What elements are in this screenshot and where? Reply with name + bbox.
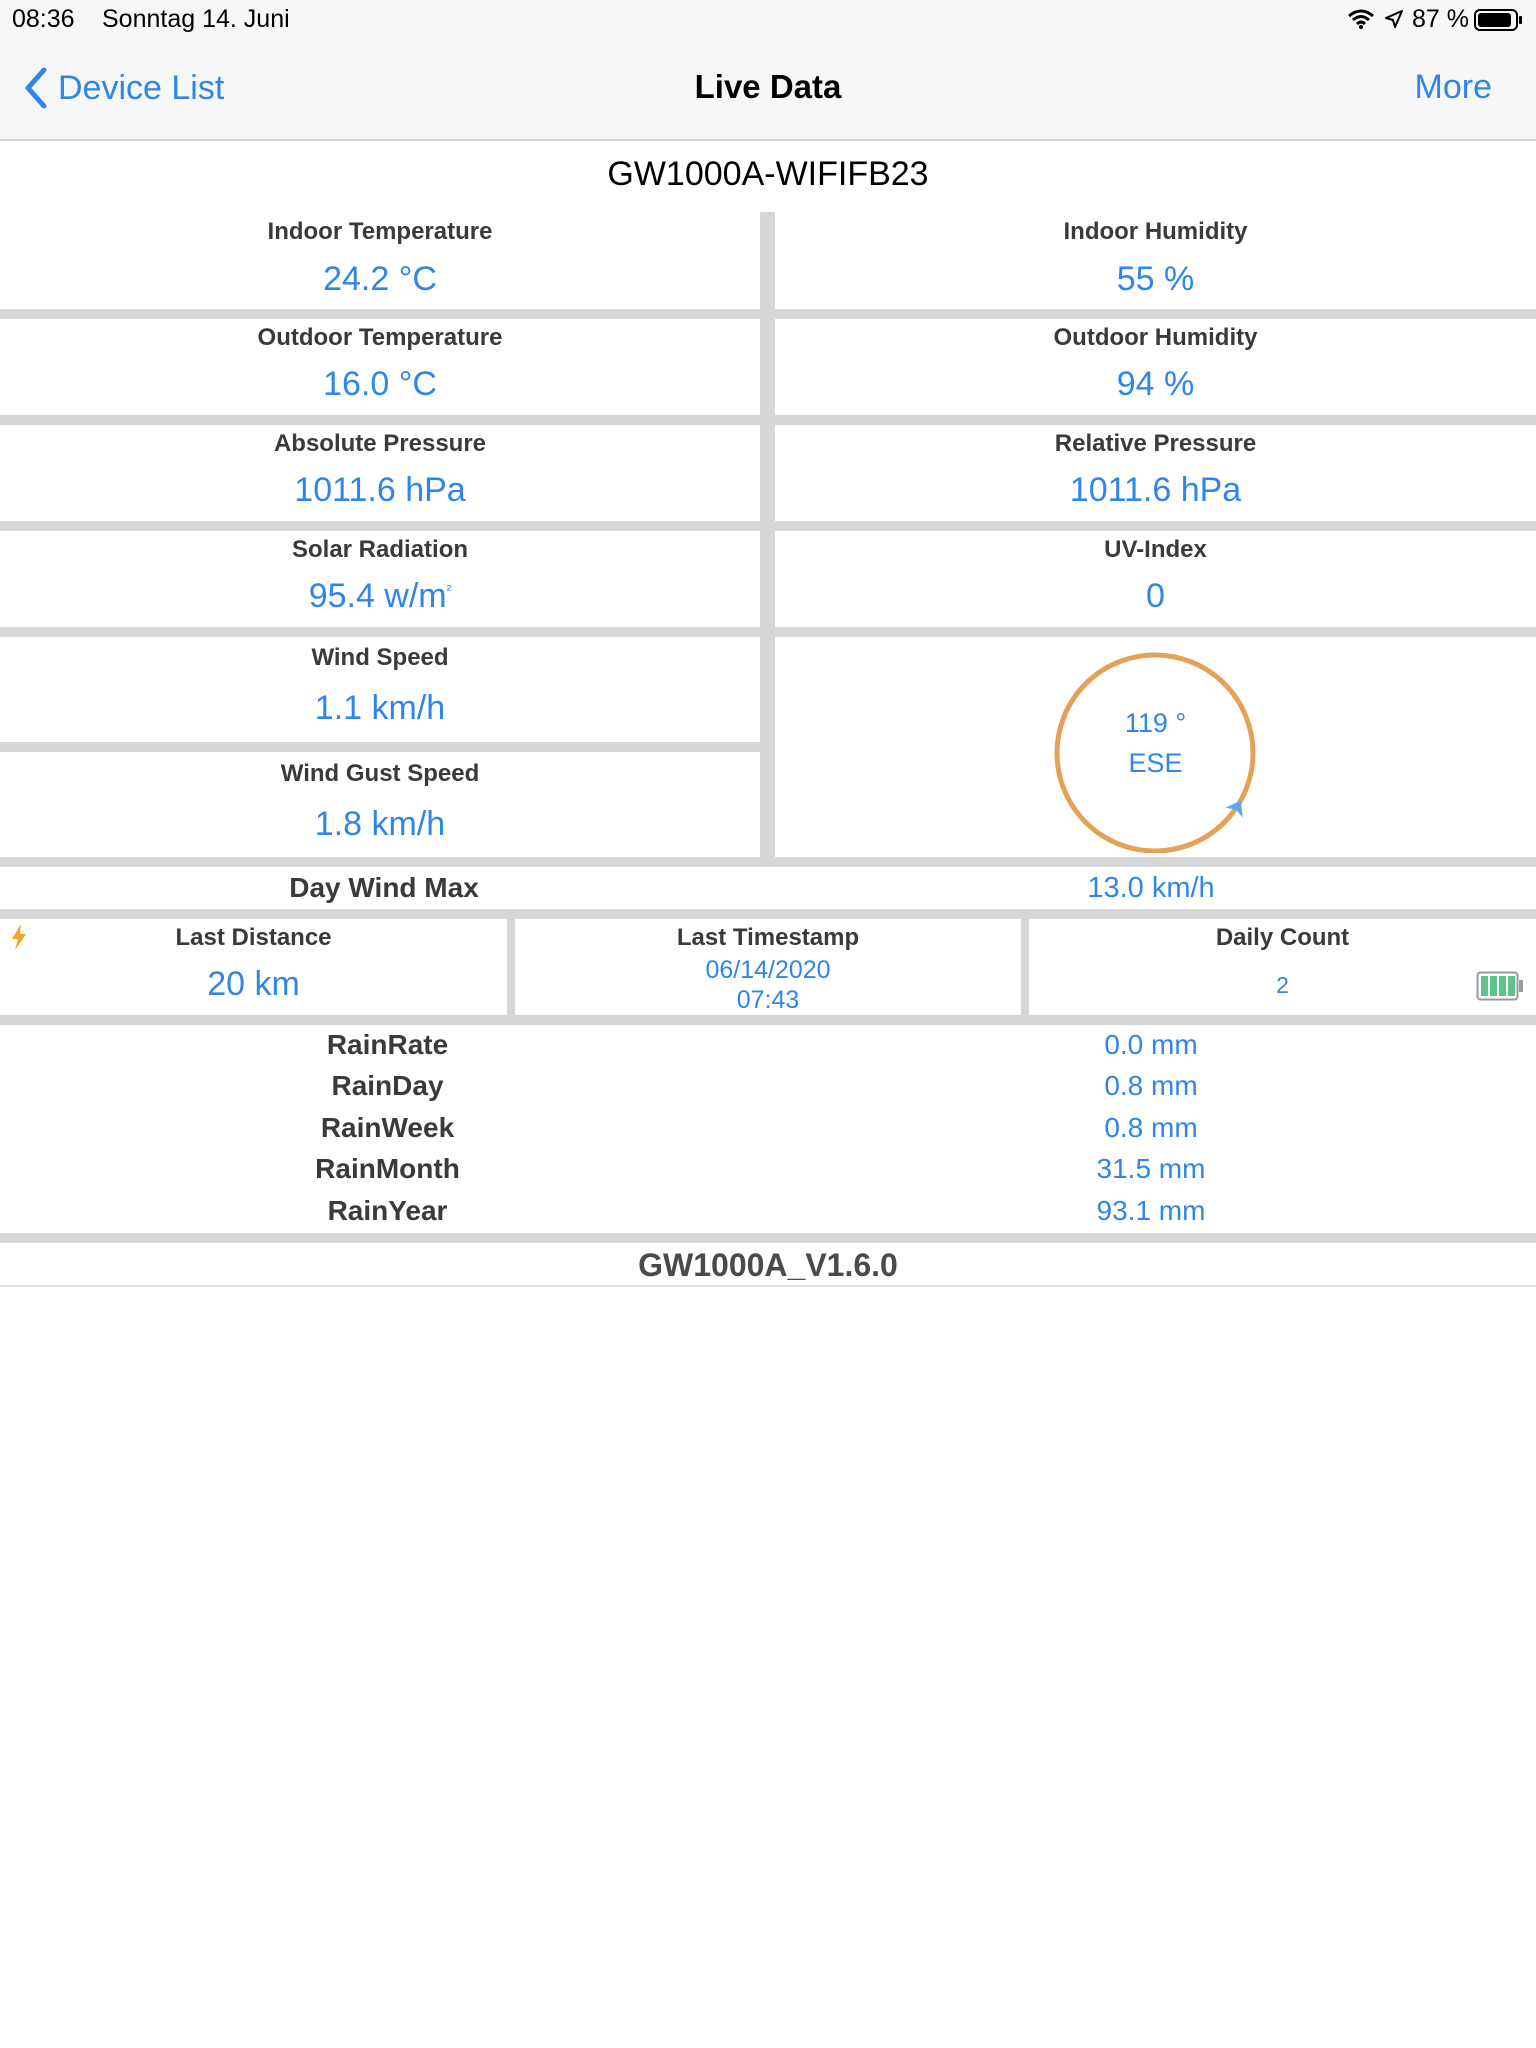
status-bar — [0, 0, 1536, 38]
firmware-version: GW1000A_V1.6.0 — [638, 1247, 898, 1283]
relative-pressure-value: 1011.6 hPa — [1069, 471, 1242, 509]
row-divider — [0, 1015, 1536, 1025]
location-arrow-icon — [1384, 9, 1404, 29]
wind-direction-degrees: 119 ° — [1124, 708, 1187, 738]
row-divider — [0, 415, 1536, 425]
back-button-label: Device List — [58, 68, 225, 107]
last-timestamp-date: 06/14/2020 — [705, 956, 831, 984]
uv-index-cell — [775, 531, 1536, 627]
outdoor-temperature-cell — [0, 319, 760, 415]
row-divider — [0, 521, 1536, 531]
rain-row — [0, 1195, 1536, 1235]
battery-icon — [1474, 8, 1524, 32]
solar-radiation-cell — [0, 531, 760, 627]
solar-radiation-value — [0, 577, 760, 616]
outdoor-humidity-value: 94 % — [1116, 365, 1195, 403]
back-button[interactable] — [22, 66, 224, 110]
relative-pressure-cell — [775, 425, 1536, 521]
indoor-temperature-label: Indoor Temperature — [267, 218, 493, 245]
more-button[interactable]: More — [1414, 68, 1492, 106]
rain-label: RainRate — [326, 1029, 449, 1060]
last-timestamp-cell — [515, 919, 1021, 1015]
rain-table — [0, 1025, 1536, 1233]
row-divider — [0, 627, 1536, 637]
relative-pressure-label: Relative Pressure — [1054, 430, 1257, 457]
indoor-temperature-value: 24.2 °C — [323, 260, 437, 298]
navigation-bar — [0, 38, 1536, 141]
indoor-humidity-label: Indoor Humidity — [1063, 218, 1248, 245]
wifi-icon — [1348, 9, 1374, 29]
day-wind-max-label: Day Wind Max — [289, 872, 479, 903]
solar-radiation-number: 95.4 w/m — [308, 577, 447, 615]
indoor-temperature-cell — [0, 212, 760, 309]
absolute-pressure-label: Absolute Pressure — [273, 430, 487, 457]
daily-count-cell — [1029, 919, 1536, 1015]
absolute-pressure-value: 1011.6 hPa — [294, 471, 466, 509]
last-distance-label: Last Distance — [175, 924, 332, 951]
uv-index-label: UV-Index — [1104, 536, 1207, 563]
day-wind-max-value: 13.0 km/h — [1087, 872, 1215, 904]
sensor-battery-icon — [1476, 971, 1524, 1001]
status-time: 08:36 — [12, 5, 75, 33]
footer-divider — [0, 1285, 1536, 1287]
outdoor-temperature-label: Outdoor Temperature — [257, 324, 503, 351]
chevron-left-icon — [22, 66, 48, 110]
wind-speed-label: Wind Speed — [311, 644, 449, 671]
device-name: GW1000A-WIFIFB23 — [607, 155, 929, 193]
rain-row — [0, 1029, 1536, 1069]
daily-count-value: 2 — [1276, 972, 1289, 998]
battery-percent: 87 % — [1412, 5, 1469, 33]
row-divider — [0, 309, 1536, 319]
page-title: Live Data — [694, 68, 842, 105]
rain-row — [0, 1153, 1536, 1193]
row-divider — [0, 909, 1536, 919]
indoor-humidity-value: 55 % — [1116, 260, 1195, 298]
last-distance-cell — [0, 919, 507, 1015]
wind-gust-cell — [0, 752, 760, 857]
rain-value: 93.1 mm — [1096, 1195, 1206, 1226]
lightning-divider — [507, 919, 515, 1015]
daily-count-label: Daily Count — [1215, 924, 1350, 951]
lightning-divider — [1021, 919, 1029, 1015]
last-timestamp-time: 07:43 — [736, 986, 800, 1014]
rain-label: RainMonth — [315, 1153, 460, 1184]
rain-value: 0.8 mm — [1104, 1070, 1198, 1101]
wind-gust-value: 1.8 km/h — [314, 805, 446, 843]
solar-radiation-label: Solar Radiation — [291, 536, 469, 563]
uv-index-value: 0 — [1146, 577, 1165, 615]
wind-direction-cell — [775, 637, 1536, 857]
absolute-pressure-cell — [0, 425, 760, 521]
last-distance-value: 20 km — [207, 965, 300, 1003]
outdoor-temperature-value: 16.0 °C — [323, 365, 437, 403]
rain-label: RainWeek — [320, 1112, 455, 1143]
wind-speed-value: 1.1 km/h — [314, 689, 446, 727]
wind-direction-cardinal: ESE — [1128, 748, 1183, 778]
rain-row — [0, 1070, 1536, 1110]
wind-gust-label: Wind Gust Speed — [280, 760, 480, 787]
indoor-humidity-cell — [775, 212, 1536, 309]
rain-row — [0, 1112, 1536, 1152]
day-wind-max-row — [0, 867, 1536, 909]
status-date: Sonntag 14. Juni — [102, 5, 290, 33]
rain-label: RainDay — [331, 1070, 444, 1101]
rain-label: RainYear — [327, 1195, 448, 1226]
rain-value: 0.0 mm — [1104, 1029, 1198, 1060]
row-divider — [0, 857, 1536, 867]
rain-value: 0.8 mm — [1104, 1112, 1198, 1143]
rain-value: 31.5 mm — [1096, 1153, 1206, 1184]
row-divider — [0, 742, 760, 752]
wind-speed-cell — [0, 637, 760, 742]
outdoor-humidity-label: Outdoor Humidity — [1053, 324, 1258, 351]
outdoor-humidity-cell — [775, 319, 1536, 415]
last-timestamp-label: Last Timestamp — [676, 924, 860, 951]
solar-radiation-unit-sup: ² — [446, 581, 452, 598]
